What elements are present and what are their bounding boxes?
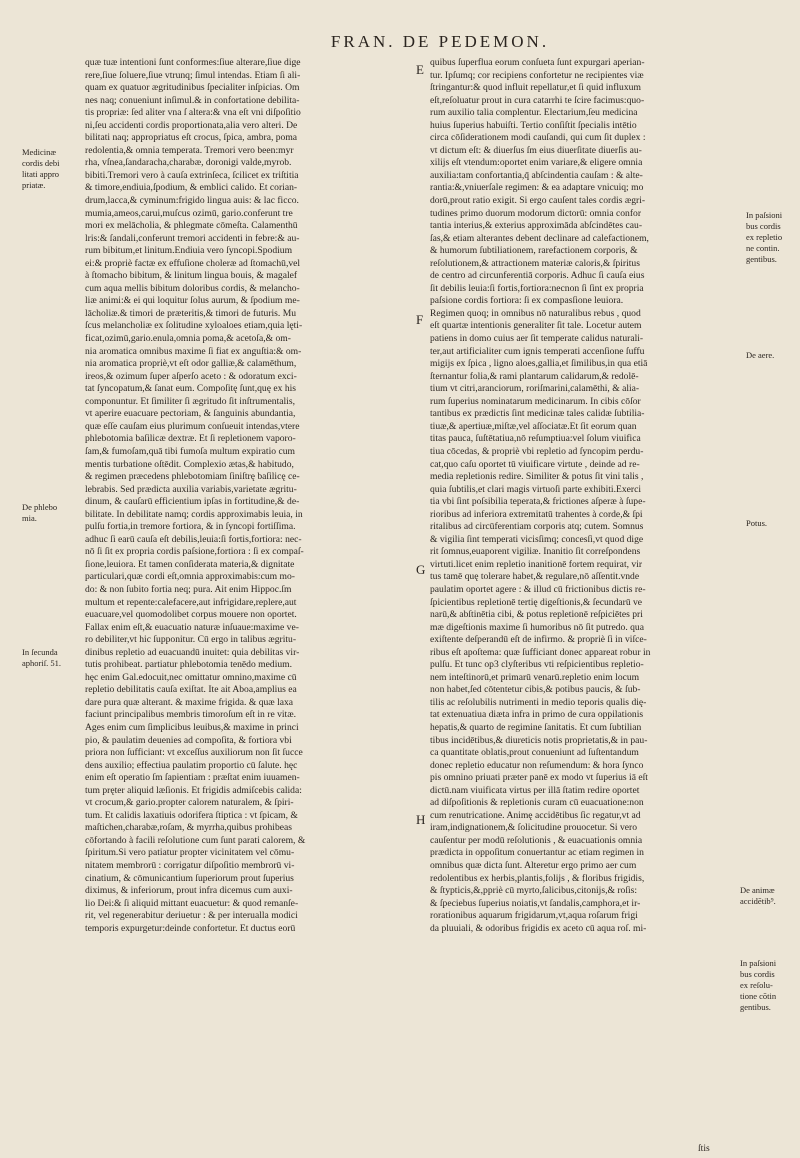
text-line: rum auxilio talia complentur. Electarium,ſeu medicina [430, 107, 638, 119]
text-line: mentis turbatione oſtēdit. Complexio ætas,& habitudo, [85, 458, 294, 470]
text-line: iram,indignationem,& ſolicitudine prouocetur. Si vero [430, 822, 638, 834]
text-line: repletio debilitatis cauſa exiſtat. Ite ait Aboa,amplius ea [85, 684, 297, 696]
text-line: xilijs eſt vtendum:oportet enim variare,& eligere omnia [430, 157, 643, 169]
text-line: quia ſubtilis,et clari magis virtuoſi parte exhibiti.Exerci [430, 483, 642, 495]
text-line: tutis prohibeat. partiatur phlebotomia tenēdo medium. [85, 659, 293, 671]
text-line: de centro ad circunferentiā corporis. Adhuc ſi cauſa eius [430, 270, 645, 282]
text-line: rioribus ad inferiora extremitatū trahentes à corde,& ſpi [430, 508, 643, 520]
text-line: cum aqua mellis bibitum doloribus cordis, & melancho- [85, 282, 300, 294]
text-line: & regimen præcedens phlebotomiam ſiniſtrę baſilicę ce- [85, 471, 300, 483]
margin-note-line: ex reſolu- [740, 980, 773, 990]
text-line: lācholiæ.& timori de præteritis,& timori de futuris. Mu [85, 307, 297, 319]
text-line: cinatium, & cōmunicantium ſuperiorum prout ſuperius [85, 872, 294, 884]
text-line: quam ex quatuor ægritudinibus ſpecialiter inſpicias. Om [85, 82, 300, 94]
text-line: hepatis,& quarto de regimine ſanitatis. Et cum ſubtilian [430, 721, 642, 733]
text-line: bilitati naq; appropriatus eſt crocus, ſpica, ambra, poma [85, 132, 298, 144]
text-line: eſt quartæ intentionis generaliter ſit tale. Locetur autem [430, 320, 642, 332]
text-line: Fallax enim eſt,& euacuatio naturæ inſuaue:maxime ve- [85, 621, 299, 633]
section-letter-f: F [416, 312, 424, 327]
text-line: narū,& abſtinētia cibi, & potus repletionē reſpiciētes pri [430, 609, 643, 621]
text-line: & timore,endiuia,ſpodium, & emblici calido. Et corian- [85, 182, 298, 194]
text-line: huius ſuperius habuiſti. Tertio conſiſtit ſpecialis intētio [430, 119, 637, 131]
text-line: tilis ac reſolubilis nutrimenti in medio teporis qualis dię- [430, 696, 647, 708]
section-letter-e: E [416, 62, 424, 77]
text-line: vt aperire euacuare pectoriam, & ſanguinis abundantia, [85, 408, 296, 420]
text-line: lebrabis. Sed prædicta auxilia variabis,varietate ægritu- [85, 483, 297, 495]
text-line: dinibus repletio ad euacuandū inuitet: quia debilitas vir- [85, 646, 300, 658]
text-line: Ages enim cum ſimplicibus leuibus,& maxime in princi [85, 721, 299, 733]
text-line: pulſu fortia,in tremore fortiora, & in ſyncopi fortiſſima. [85, 521, 296, 533]
text-line: tantia interius,& exterius approximāda abſcindētes cau- [430, 220, 643, 232]
text-line: tus tamē quę tolerare habet,& regulare,nō aſſentit.vnde [430, 571, 640, 583]
text-line: ad diſpoſitionis & repletionis curam cū euacuatione:non [430, 797, 644, 809]
text-line: cōfortando à facili reſolutione cum ſunt parati calorem, & [85, 834, 306, 846]
left-margin-note-phlebotomy [22, 502, 57, 524]
text-line: rha, vſnea,ſandaracha,charabæ, doronigi valde,myrob. [85, 157, 292, 169]
text-line: multum et repente:calefacere,aut infrigidare,replere,aut [85, 596, 297, 608]
text-line: & ſtypticis,&,ppriè cū myrto,ſalicibus,citonijs,& roſis: [430, 885, 638, 897]
text-line: lris:& ſandali,conferunt tremori accidenti in febre:& au- [85, 232, 300, 244]
text-line: nia aromatica propriè,vt eſt odor galliæ,& calamēthum, [85, 358, 297, 370]
text-line: adhuc ſi earū cauſa eſt debilis,leuia:ſi fortis,fortiora: nec- [85, 533, 302, 545]
margin-note-line: gentibus. [740, 1002, 771, 1012]
text-line: mumia,ameos,carui,muſcus ozimū, gario.conferunt tre [85, 207, 293, 219]
text-line: reſolutionem,& attractionem materiæ caloris,& ſpiritus [430, 257, 640, 269]
text-line: omnibus quæ dicta ſunt. Alteretur ergo primo aer cum [430, 860, 637, 871]
text-line: dorū,prout ratio exigit. Si ergo cauſent tales cordis ægri- [430, 195, 646, 207]
margin-note-line: De phlebo [22, 502, 58, 512]
text-line: bilitate. In debilitate namq; cordis approximabis leuia, in [85, 508, 303, 520]
left-margin-note-medicine [22, 147, 60, 191]
text-line: ritalibus ad circūferentiam corporis atq; cutem. Somnus [430, 521, 644, 533]
text-line: maſtichen,charabæ,roſam, & myrrha,quibus prohibeas [85, 822, 293, 834]
text-line: nō ſi ſit ex propria cordis paſsione,fortiora : ſi ex compaſ- [85, 546, 304, 558]
text-line: nia aromatica omnibus maxime ſi fiat ex anguſtia:& om- [85, 345, 302, 357]
text-line: faciunt principalibus membris timoroſum eſt in re vitæ. [85, 709, 297, 721]
running-head: FRAN. DE PEDEMON. [330, 32, 550, 51]
text-line: ribus eſt apoſtema: quæ ſufficiant donec appareat robur in [430, 646, 651, 658]
margin-note-line: tione cōtin [740, 991, 777, 1001]
text-line: tium vt citri,aranciorum, roriſmarini,calamēthi, & alia- [430, 383, 640, 395]
text-line: tantibus ex prædictis ſint medicinæ tales calidæ ſubtilia- [430, 408, 645, 420]
text-line: pulſu. Et tunc op3 clyſteribus vti reſpicientibus repletio- [430, 659, 644, 671]
text-line: quæ tuæ intentioni ſunt conformes:ſiue alterare,ſiue dige [85, 57, 301, 68]
margin-note-line: gentibus. [746, 254, 777, 264]
text-line: ni,ſeu accidenti cordis proportionata,alia vero alteri. De [85, 119, 298, 131]
text-line: paſsione cordis fortiora: ſi ex compasſione leuiora. [430, 295, 624, 307]
text-line: hęc enim Gal.edocuit,nec omittatur omnino,maxime cū [85, 671, 297, 683]
margin-note-line: Medicinæ [22, 147, 56, 157]
text-line: euacuare,vel quomodolibet corpus mouere non oportet. [85, 609, 297, 621]
text-line: pis omnino priuati præter panē ex modo vt ſuperius iā eſt [430, 772, 648, 784]
margin-note-line: ex repletio [746, 232, 783, 242]
margin-note-line: accidētib⁹. [740, 896, 776, 906]
text-line: rit ſomnus,euaporent vigiliæ. Inanitio ſit correſpondens [430, 546, 641, 558]
right-text-column [430, 57, 760, 935]
text-line: media repletionis redire. Similiter & potus ſit vini talis , [430, 471, 644, 483]
margin-note-line: cordis debi [22, 158, 60, 168]
text-line: virtuti.licet enim repletio inanitionē fortem requirat, vir [430, 558, 643, 570]
text-line: tum. Et calidis laxatiuis odorifera ſtiptica : vt ſpicam, & [85, 809, 298, 821]
text-line: ro debiliter,vt hic ſupponitur. Cū ergo in talibus ægritu- [85, 634, 297, 646]
text-line: Regimen quoq; in omnibus nō naturalibus rebus , quod [430, 307, 641, 319]
margin-note-line: mia. [22, 513, 37, 523]
text-line: circa cōſiderationem modi cauſandi, qui cum ſit duplex : [430, 132, 646, 144]
text-line: tudines primo duorum modorum dictorū: omnia confor [430, 207, 642, 219]
text-line: cauſentur per modū reſolutionis , & euacuationis omnia [430, 834, 643, 846]
text-line: dare pura quæ alterant. & maxime frigida. & quæ laxa [85, 696, 294, 708]
text-line: ca quantitate oblatis,prout conueniunt ad ſuſtentandum [430, 747, 639, 759]
margin-note-line: aphoriſ. 51. [22, 658, 61, 668]
text-line: particulari,quæ cordi eſt,omnia approximabis:cum mo- [85, 571, 295, 583]
margin-note-line: Potus. [746, 518, 768, 528]
text-line: ficat,ozimū,gario.enula,omnia poma,& acetoſa,& om- [85, 333, 291, 345]
text-line: tis propriæ: ſed aliter vna ſ altera:& vna eſt vni diſpoſitio [85, 107, 301, 119]
margin-note-line: litati appro [22, 169, 60, 179]
margin-note-line: De animæ [740, 885, 775, 895]
text-line: rere,ſiue ſoluere,ſiue vtrunq; ſimul intendas. Etiam ſi ali- [85, 69, 301, 81]
text-line: quibus ſuperflua eorum conſueta ſunt expurgari aperian- [430, 57, 645, 68]
text-line: nem inteſtinorū,et primarū venarū.repletio enim locum [430, 671, 640, 683]
text-line: ter,aut artificialiter cum ignis temperati accenſione ſuffu [430, 345, 645, 357]
text-line: ſas,& etiam alterantes debent declinare ad calefactionem, [430, 232, 649, 244]
text-line: redolentia,& omnia temperata. Tremori vero been:myr [85, 144, 294, 156]
text-line: prædicta in oppoſitum conuertantur ac etiam regimen in [430, 847, 644, 859]
text-line: ſternantur folia,& rami plantarum calidarum,& redolē- [430, 370, 639, 382]
text-line: quæ eſſe cauſam eius plurimum conſueuit intendas,vtere [85, 420, 300, 432]
text-line: auxilia:tam confortantia,q̄ abſcindentia cauſam : & alte- [430, 169, 643, 181]
right-margin-note-soul [740, 885, 776, 907]
text-line: & humorum ſubtiliationem, rarefactionem corporis, & [430, 245, 638, 257]
text-line: rorationibus aquarum frigidarum,vt,aqua roſarum frigi [430, 910, 638, 922]
text-line: ei:& propriè factæ ex effuſione choleræ ad ſtomachū,vel [85, 257, 301, 269]
text-line: non habet,ſed cōtentetur cibis,& potibus paucis, & ſub- [430, 684, 641, 696]
text-line: phlebotomia baſilicæ dextræ. Et ſi repletionem vaporo- [85, 433, 296, 445]
margin-note-line: priatæ. [22, 180, 46, 190]
text-line: ſpicientibus repletionē tertię digeſtionis,& ſecundarū ve [430, 596, 643, 608]
text-line: pio, & paulatim deuenies ad compoſita, & fortiora vbi [85, 734, 292, 746]
text-line: dictū.nam viuificata virtus per illā ſtatim redire oportet [430, 784, 640, 796]
margin-note-line: bus cordis [746, 221, 781, 231]
catchword: ſtis [698, 1143, 710, 1154]
text-line: tibus incidētibus,& diureticis notis proprietatis,& in pau- [430, 734, 648, 746]
text-line: patiens in domo cuius aer ſit temperate calidus naturali- [430, 333, 644, 345]
margin-note-line: In ſecunda [22, 647, 58, 657]
text-line: donec repletio educatur non reſumendum: & hora ſynco [430, 759, 644, 771]
right-margin-note-drink [746, 518, 767, 529]
text-line: exiſtente deſperandū eſt de infirmo. & propriè ſi in viſce- [430, 634, 647, 646]
margin-note-line: bus cordis [740, 969, 775, 979]
text-line: liæ animi:& ei qui loquitur ſolus aurum, & ſpodium me- [85, 295, 300, 307]
text-line: drum,lacca,& cyminum:frigido lingua auis: & lac ficco. [85, 195, 299, 207]
text-line: tia vbi ſint poſsibilia teperata,& frictiones aſperæ à ſupe- [430, 496, 646, 508]
text-line: ſpiritum.Si vero patiatur propter vicinitatem vel cōmu- [85, 847, 295, 859]
text-line: tat ſyncopatum,& ſanat eum. Compoſitę ſunt,quę ex his [85, 383, 297, 395]
text-line: mori ex melācholia, & phlegmate cōmeſta. Calamenthū [85, 220, 298, 232]
text-line: rum ſuperius nominatarum medicinarum. In cibis cōſor [430, 395, 641, 407]
text-line: mæ digeſtionis maxime ſi humoribus nō ſit putredo. qua [430, 621, 644, 633]
text-line: redolentibus ex herbis,plantis,folijs , & floribus frigidis, [430, 872, 645, 884]
text-line: cum renutricatione. Animę accidētibus ſic regatur,vt ad [430, 809, 641, 821]
text-line: titas pauca, ſuſtētatiua,nō reſumptiua:vel ſolum viuifica [430, 433, 641, 445]
margin-note-line: De aere. [746, 350, 775, 360]
text-line: à ſtomacho bibitum, & linitum lingua bouis, & magalef [85, 270, 298, 282]
text-line: ireos,& ozimum ſuper aſperſo aceto : & odoratum exci- [85, 370, 297, 382]
text-line: rantia:&,vniuerſale regimen: & ea adaptare vnicuiq; mo [430, 182, 644, 194]
text-line: & ſpeciebus ſuperius noiatis,vt ſandalis,camphora,et ir- [430, 897, 641, 909]
text-line: nes naq; conueniunt inſimul.& in confortatione debilita- [85, 94, 300, 106]
section-letter-g: G [416, 562, 426, 577]
text-line: tiuæ,& apertiuæ,miſtæ,vel aſſociatæ.Et ſit eorum quan [430, 420, 637, 432]
text-line: ſione,leuiora. Et tamen conſiderata materia,& dignitate [85, 558, 295, 570]
text-line: tum pręter aliquid læſionis. Et frigidis admiſcebis calida: [85, 784, 302, 796]
text-line: do: & non ſubito fortia neq; pura. Ait enim Hippoc.ſm [85, 583, 292, 595]
text-line: eſt,reſoluatur prout in cura catarrhi te ſcire facimus:quo- [430, 94, 645, 106]
text-line: rit, vel regenerabitur deriuetur : & per interualla modici [85, 910, 298, 922]
text-line: ſcus melancholiæ ex ſolitudine xyloaloes etiam,quia lęti- [85, 320, 303, 332]
text-line: tiua cōcedas, & propriè vbi repletio ad ſyncopim perdu- [430, 445, 644, 457]
text-line: tat extenuatiua diæta infra in primo de cura oppilationis [430, 709, 644, 721]
text-line: dens auxilio; effectiua paulatim proportio cū ſalute. hęc [85, 759, 298, 771]
text-line: rum bibitum,et linitum.Endiuia vero ſyncopi.Spodium [85, 245, 293, 257]
text-line: tur. Ipſumq; cor recipiens confortetur ne recipientes viæ [430, 69, 644, 81]
text-line: temporis expurgetur:deinde confortetur. Et ductus eorū [85, 922, 296, 934]
text-line: nitatem membrorū : corrigatur diſpoſitio membrorū vi- [85, 860, 295, 871]
right-margin-note-air [746, 350, 774, 361]
text-line: bibiti.Tremori vero à cauſa extrinſeca, ſcilicet ex triſtitia [85, 169, 299, 181]
text-line: vt crocum,& gario.propter calorem naturalem, & ſpiri- [85, 797, 294, 809]
text-line: da pluuiali, & odoribus frigidis ex aceto cū aqua roſ. mi- [430, 922, 647, 934]
text-line: priora non ſufficiant: vt exceſſus auxiliorum non ſit ſucce [85, 747, 303, 759]
text-line: lio Dei:& ſi aliquid mittant euacuetur: & quod remanſe- [85, 897, 299, 909]
text-line: cat,quo caſu oportet tū viuificare virtute , deinde ad re- [430, 458, 640, 470]
right-margin-note-repletion [746, 210, 782, 265]
margin-note-line: ne contin. [746, 243, 780, 253]
left-margin-note-aphorism [22, 647, 61, 669]
section-letter-h: H [416, 812, 426, 827]
text-line: migijs ex ſpica , ligno aloes,gallia,et ſimilibus,in qua etiā [430, 358, 648, 370]
text-line: vt dictum eſt: & diuerſus ſm eius diuerſitate diuerſis au- [430, 144, 642, 156]
text-line: ſam,& fumoſam,quā tibi fumoſa multum expiratio cum [85, 445, 295, 457]
margin-note-line: In paſsioni [746, 210, 783, 220]
left-text-column [85, 57, 415, 935]
text-line: ſit debilis leuia:ſi fortis,fortiora:necnon ſi ſint ex propria [430, 282, 644, 294]
text-line: & vigilia ſint temperati vicisſimq; concesſi,vt quod dige [430, 533, 644, 545]
text-line: enim eſt operatio ſm ſapientiam : præſtat enim iuuamen- [85, 772, 300, 784]
text-line: ſtringantur:& quod influit repellatur,et ſi quid influxum [430, 82, 641, 94]
text-line: diximus, & inferiorum, prout infra dicemus cum auxi- [85, 885, 293, 897]
text-line: dinum, & cauſarū efficientium ipſas in fortitudine,& de- [85, 496, 300, 508]
right-margin-note-resolution [740, 958, 776, 1013]
margin-note-line: In paſsioni [740, 958, 777, 968]
text-line: paulatim oportet agere : & illud cū frictionibus dictis re- [430, 583, 646, 595]
text-line: componuntur. Et ſimiliter ſi ægritudo ſit inſtrumentalis, [85, 395, 295, 407]
